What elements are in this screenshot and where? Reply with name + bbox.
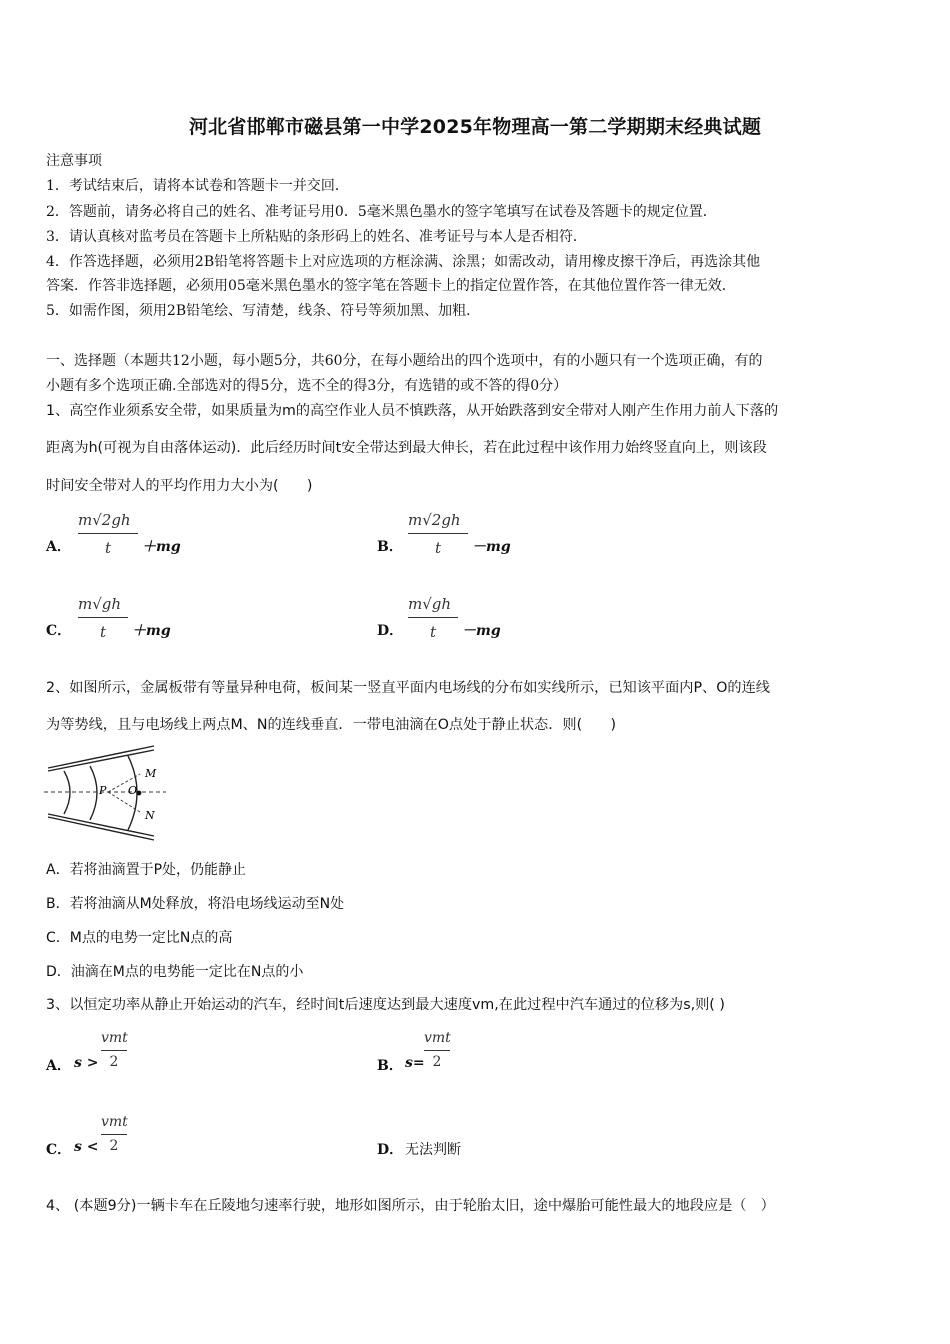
q2-option-c[interactable]: C．M点的电势一定比N点的高	[46, 930, 233, 946]
section-intro: 一、选择题（本题共12小题，每小题5分，共60分，在每小题给出的四个选项中，有的小题只有一个选项正确，有的	[46, 353, 763, 369]
fraction-numerator: m√2gh	[78, 511, 131, 529]
fraction-numerator: m√gh	[78, 595, 122, 613]
fraction-denominator: 2	[432, 1054, 442, 1070]
question-4-text: 4、 (本题9分)一辆卡车在丘陵地匀速率行驶，地形如图所示，由于轮胎太旧，途中爆胎可能性最大的地段应是（ ）	[46, 1198, 775, 1214]
label-n: N	[145, 809, 155, 822]
option-label: B．	[377, 539, 403, 555]
option-tail: ＋mg	[142, 539, 181, 555]
option-label: C．	[46, 1142, 72, 1158]
question-3-text: 3、以恒定功率从静止开始运动的汽车，经时间t后速度达到最大速度vm,在此过程中汽车通过的位移为s,则( )	[46, 997, 725, 1013]
question-2-text: 为等势线，且与电场线上两点M、N的连线垂直．一带电油滴在O点处于静止状态．则( )	[46, 717, 617, 733]
section-intro: 小题有多个选项正确.全部选对的得5分，选不全的得3分，有选错的或不答的得0分）	[46, 378, 568, 394]
notice-item: 4．作答选择题，必须用2B铅笔将答题卡上对应选项的方框涂满、涂黑；如需改动，请用橡皮擦干净后，再选涂其他	[46, 254, 761, 270]
fraction-denominator: t	[104, 539, 112, 557]
notice-item: 1．考试结束后，请将本试卷和答题卡一并交回．	[46, 178, 349, 194]
fraction-bar	[408, 617, 458, 618]
q2-option-a[interactable]: A．若将油滴置于P处，仍能静止	[46, 862, 247, 878]
metal-plate-bottom	[48, 814, 154, 836]
label-p: P	[99, 784, 107, 797]
option-label: D．	[377, 623, 404, 639]
fraction-denominator: t	[99, 623, 107, 641]
question-1-text: 1、高空作业须系安全带，如果质量为m的高空作业人员不慎跌落，从开始跌落到安全带对人刚产生作用力前人下落的	[46, 403, 779, 419]
option-lhs: s <	[74, 1139, 99, 1155]
metal-plate-top	[48, 750, 154, 771]
fraction-bar	[101, 1134, 127, 1135]
notice-item: 5．如需作图，须用2B铅笔绘、写清楚，线条、符号等须加黑、加粗．	[46, 303, 481, 319]
fraction-denominator: t	[434, 539, 442, 557]
option-tail: －mg	[472, 539, 511, 555]
fraction-bar	[408, 533, 468, 534]
field-line	[90, 766, 97, 820]
fraction-numerator: vmt	[101, 1114, 128, 1130]
option-lhs: s >	[74, 1055, 99, 1071]
fraction-numerator: vmt	[101, 1030, 128, 1046]
option-label: A．	[46, 1058, 71, 1074]
fraction-bar	[78, 617, 128, 618]
notice-item: 3．请认真核对监考员在答题卡上所粘贴的条形码上的姓名、准考证号与本人是否相符．	[46, 229, 587, 245]
label-o: O	[128, 784, 138, 797]
fraction-numerator: vmt	[424, 1030, 451, 1046]
metal-plate-top	[48, 746, 154, 768]
question-2-text: 2、如图所示，金属板带有等量异种电荷，板间某一竖直平面内电场线的分布如实线所示，已知该平面内P、O的连线	[46, 680, 770, 696]
option-tail: ＋mg	[132, 623, 171, 639]
option-lhs: s=	[405, 1055, 425, 1071]
option-label: C．	[46, 623, 72, 639]
notice-item: 答案．作答非选择题，必须用05毫米黑色墨水的签字笔在答题卡上的指定位置作答，在其他位置作答一律无效．	[46, 278, 736, 294]
question-1-text: 时间安全带对人的平均作用力大小为( )	[46, 478, 313, 494]
notice-item: 2．答题前，请务必将自己的姓名、准考证号用0．5毫米黑色墨水的签字笔填写在试卷及答题卡的规定位置．	[46, 204, 717, 220]
fraction-bar	[101, 1050, 127, 1051]
q2-option-d[interactable]: D．油滴在M点的电势能一定比在N点的小	[46, 964, 304, 980]
oil-drop-o	[137, 791, 142, 796]
electric-field-figure	[42, 742, 170, 844]
fraction-numerator: m√gh	[408, 595, 452, 613]
metal-plate-bottom	[48, 817, 154, 840]
option-label: B．	[377, 1058, 403, 1074]
fraction-denominator: 2	[109, 1138, 119, 1154]
fraction-denominator: 2	[109, 1054, 119, 1070]
label-m: M	[145, 767, 157, 780]
q2-option-b[interactable]: B．若将油滴从M处释放，将沿电场线运动至N处	[46, 896, 345, 912]
fraction-bar	[424, 1050, 450, 1051]
fraction-bar	[78, 533, 138, 534]
option-label: D．	[377, 1142, 404, 1158]
notice-heading: 注意事项	[46, 153, 102, 169]
option-tail: －mg	[462, 623, 501, 639]
fraction-numerator: m√2gh	[408, 511, 461, 529]
option-label: A．	[46, 539, 71, 555]
fraction-denominator: t	[429, 623, 437, 641]
question-1-text: 距离为h(可视为自由落体运动)．此后经历时间t安全带达到最大伸长，若在此过程中该作用力始终竖直向上，则该段	[46, 440, 767, 456]
page-title: 河北省邯郸市磁县第一中学2025年物理高一第二学期期末经典试题	[188, 116, 762, 138]
option-text: 无法判断	[405, 1142, 461, 1158]
